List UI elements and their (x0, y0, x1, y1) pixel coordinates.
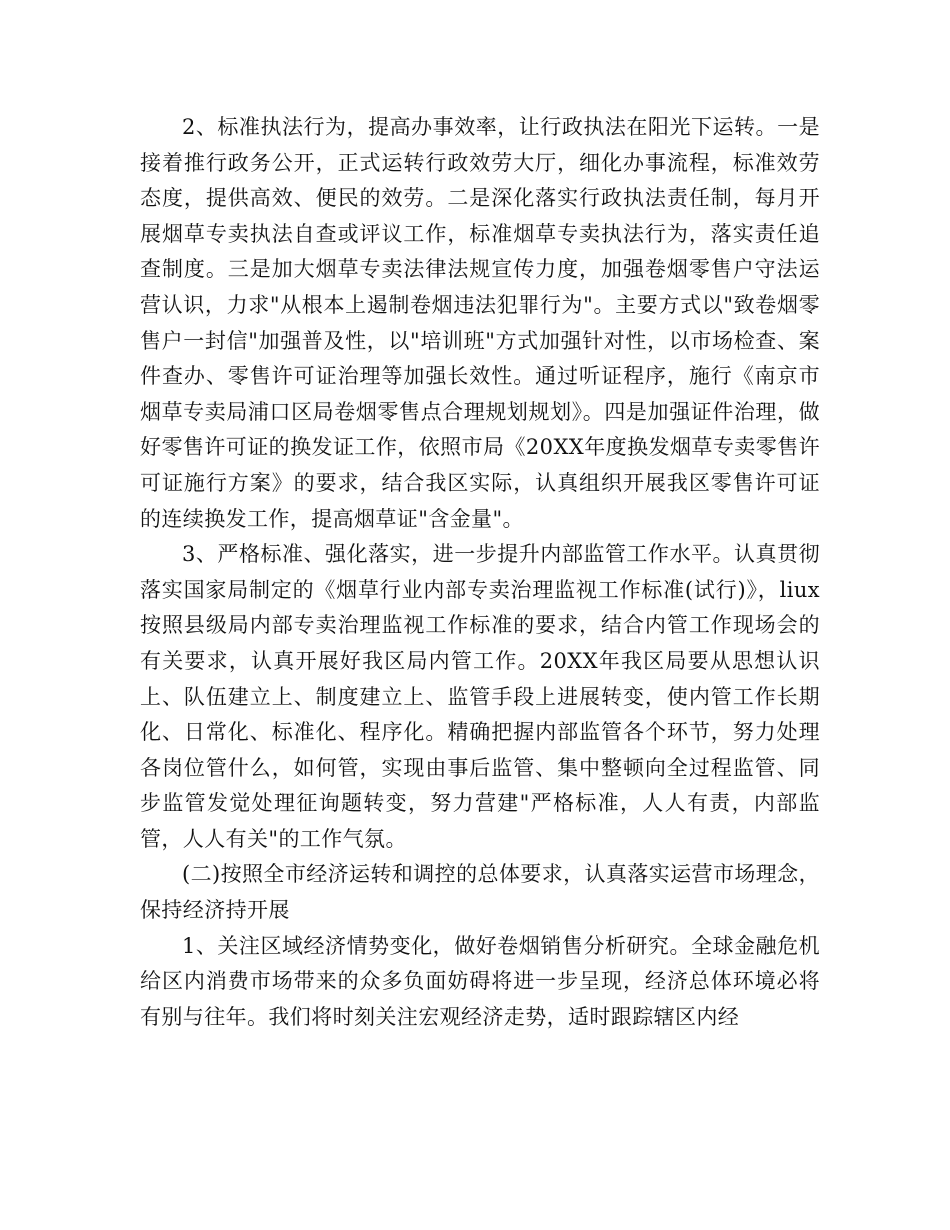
section-heading-economic-operation: (二)按照全市经济运转和调控的总体要求，认真落实运营市场理念，保持经济持开展 (140, 862, 820, 923)
document-body (140, 110, 820, 1035)
paragraph-internal-supervision: 3、严格标准、强化落实，进一步提升内部监管工作水平。认真贯彻落实国家局制定的《烟草行业内部专卖治理监视工作标准(试行)》，liux按照县级局内部专卖治理监视工作标准的要求，结合内管工作现场会的有关要求，认真开展好我区局内管工作。20XX年我区局要从思想认识上、队伍建立上、制度建立上、监管手段上进展转变，使内管工作长期化、日常化、标准化、程序化。精确把握内部监管各个环节，努力处理各岗位管什么，如何管，实现由事后监管、集中整顿向全过程监管、同步监管发觉处理征询题转变，努力营建"严格标准，人人有责，内部监管，人人有关"的工作气氛。 (140, 542, 820, 851)
paragraph-standard-enforcement: 2、标准执法行为，提高办事效率，让行政执法在阳光下运转。一是接着推行政务公开，正式运转行政效劳大厅，细化办事流程，标准效劳态度，提供高效、便民的效劳。二是深化落实行政执法责任制，每月开展烟草专卖执法自查或评议工作，标准烟草专卖执法行为，落实责任追查制度。三是加大烟草专卖法律法规宣传力度，加强卷烟零售户守法运营认识，力求"从根本上遏制卷烟违法犯罪行为"。主要方式以"致卷烟零售户一封信"加强普及性，以"培训班"方式加强针对性，以市场检查、案件查办、零售许可证治理等加强长效性。通过听证程序，施行《南京市烟草专卖局浦口区局卷烟零售点合理规划规划》。四是加强证件治理，做好零售许可证的换发证工作，依照市局《20XX年度换发烟草专卖零售许可证施行方案》的要求，结合我区实际，认真组织开展我区零售许可证的连续换发工作，提高烟草证"含金量"。 (140, 115, 820, 531)
paragraph-regional-economy: 1、关注区域经济情势变化，做好卷烟销售分析研究。全球金融危机给区内消费市场带来的众多负面妨碍将进一步呈现，经济总体环境必将有别与往年。我们将时刻关注宏观经济走势，适时跟踪辖区内经 (140, 933, 820, 1029)
